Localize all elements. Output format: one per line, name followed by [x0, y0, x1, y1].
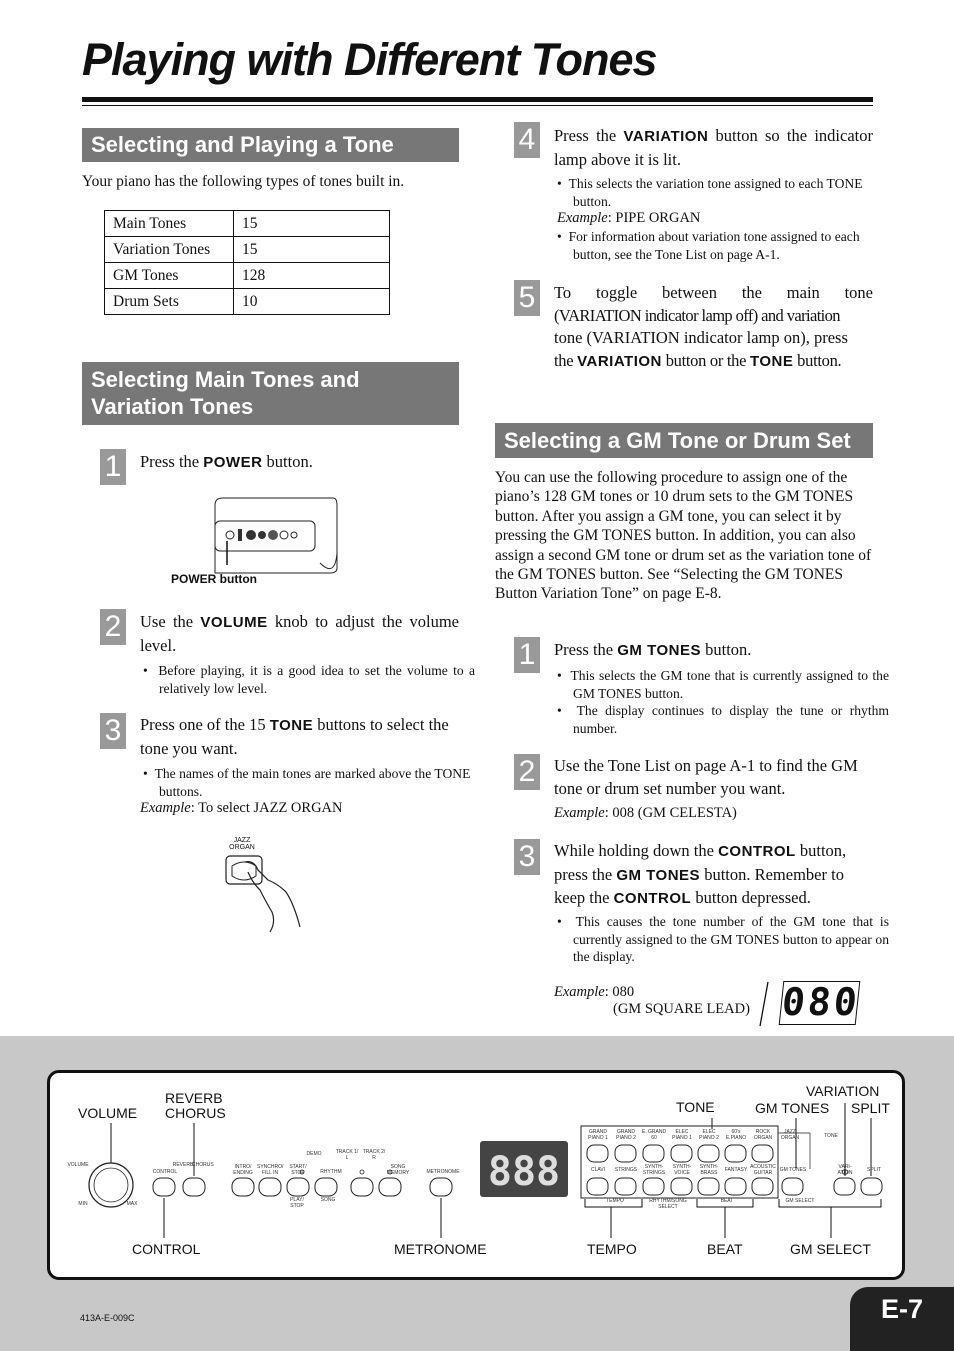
bullet-text: This selects the GM tone that is currently assigned to the GM TONES button.	[570, 668, 889, 701]
text-run: press the	[554, 864, 617, 884]
step-number: 1	[514, 637, 540, 673]
label-reverb: REVERB	[165, 1090, 223, 1106]
table-row	[105, 237, 390, 263]
text-line	[554, 840, 879, 864]
heading-line: Selecting Main Tones and	[91, 367, 360, 392]
step-text	[140, 714, 460, 760]
text-run: button or the	[661, 350, 750, 370]
tiny-max: MAX	[126, 1201, 138, 1207]
tone-types-table	[104, 210, 390, 315]
page-title: Playing with Different Tones	[82, 34, 657, 85]
tiny-gm-select: GM SELECT	[785, 1198, 815, 1204]
step-number: 4	[514, 122, 540, 158]
table-cell: Drum Sets	[105, 289, 234, 315]
tiny-metronome: METRONOME	[426, 1169, 460, 1175]
tiny-tone-label: GM TONES	[779, 1167, 807, 1173]
text-line: (VARIATION indicator lamp off) and variation	[554, 305, 840, 325]
key-name: VARIATION	[623, 128, 709, 145]
tiny-tone-label: JAZZ ORGAN	[780, 1129, 800, 1141]
example-label: Example	[140, 800, 191, 816]
example-label: Example	[554, 984, 605, 1000]
text-run: button so the indicator lamp above it is lit.	[554, 126, 873, 169]
example-line	[140, 800, 343, 817]
tone-button[interactable]	[698, 1145, 719, 1162]
tone-button[interactable]	[752, 1145, 773, 1162]
variation-button[interactable]	[834, 1178, 855, 1195]
label-beat: BEAT	[707, 1241, 743, 1257]
tiny-min: MIN	[78, 1201, 88, 1207]
label-line: JAZZ	[233, 837, 251, 844]
bullet-item: • This selects the GM tone that is currently assigned to the GM TONES button.	[557, 668, 889, 701]
tiny-track1: TRACK 1/ L	[335, 1149, 359, 1161]
tone-button[interactable]	[643, 1145, 664, 1162]
tiny-song: SONG	[320, 1197, 336, 1203]
step-number: 1	[100, 449, 126, 485]
bullet-text: This causes the tone number of the GM tone that is currently assigned to the GM TONES button to appear on the display.	[573, 914, 889, 964]
example-line	[554, 984, 634, 1001]
tiny-tone-label: SYNTH- VOICE	[672, 1164, 692, 1176]
intro-ending-button[interactable]	[232, 1178, 254, 1196]
tiny-reverb: REVERB	[172, 1162, 194, 1168]
step-number: 5	[514, 280, 540, 316]
bullet-text: The display continues to display the tune or rhythm number.	[573, 703, 889, 736]
bullet-item: • Before playing, it is a good idea to set the volume to a relatively low level.	[143, 663, 475, 696]
label-volume: VOLUME	[78, 1105, 138, 1121]
tone-button[interactable]	[698, 1178, 719, 1195]
bullet-item: • The names of the main tones are marked above the TONE buttons.	[143, 766, 471, 799]
table-cell: 128	[234, 263, 390, 289]
key-name: VOLUME	[200, 614, 268, 631]
text-run: the	[554, 350, 578, 370]
text-run: button. Remember to	[700, 864, 844, 884]
tone-button[interactable]	[587, 1145, 608, 1162]
tiny-song-memory: SONG MEMORY	[386, 1164, 410, 1176]
key-name: POWER	[203, 454, 263, 471]
key-name: GM TONES	[617, 642, 701, 659]
tiny-play-stop: PLAY/ STOP	[290, 1197, 304, 1209]
split-button[interactable]	[861, 1178, 882, 1195]
example-line	[554, 805, 737, 822]
step-text	[554, 639, 873, 663]
key-name: GM TONES	[616, 866, 701, 884]
tiny-control: CONTROL	[152, 1169, 178, 1175]
reverb-button[interactable]	[183, 1178, 205, 1196]
example-text: : PIPE ORGAN	[607, 210, 701, 226]
power-button-caption: POWER button	[171, 572, 257, 586]
table-cell: 10	[234, 289, 390, 315]
tiny-tone-label: E. GRAND 60	[641, 1129, 667, 1141]
tiny-tone-label: ACOUSTIC GUITAR	[750, 1164, 776, 1176]
tiny-tone-label: ELEC PIANO 1	[672, 1129, 692, 1141]
metronome-button[interactable]	[430, 1178, 452, 1196]
tiny-start-stop: START/ STOP	[289, 1164, 307, 1176]
page-number: E-7	[880, 1294, 924, 1324]
text-run: Use the	[140, 612, 201, 631]
table-cell: Variation Tones	[105, 237, 234, 263]
tiny-tone-label: ROCK ORGAN	[753, 1129, 773, 1141]
document-code: 413A-E-009C	[80, 1313, 135, 1323]
label-metronome: METRONOME	[394, 1241, 487, 1257]
tiny-intro-ending: INTRO/ ENDING	[233, 1164, 253, 1176]
step-number: 2	[100, 609, 126, 645]
tiny-tone-label: GRAND PIANO 1	[588, 1129, 608, 1141]
key-name: TONE	[269, 717, 314, 734]
tiny-synchro-fillin: SYNCHRO/ FILL IN	[257, 1164, 284, 1176]
text-run: keep the	[554, 888, 614, 907]
step-number: 3	[514, 839, 540, 875]
tiny-chorus: CHORUS	[192, 1162, 214, 1168]
example-line-2: (GM SQUARE LEAD)	[613, 1001, 750, 1017]
text-run: knob to adjust the volume level.	[140, 612, 459, 655]
bullet-item: • This causes the tone number of the GM tone that is currently assigned to the GM TONES button to appear on the display.	[557, 914, 889, 964]
label-split: SPLIT	[851, 1100, 890, 1116]
track2-button[interactable]	[379, 1178, 401, 1196]
title-rule	[82, 97, 873, 102]
tone-button[interactable]	[587, 1178, 608, 1195]
synchro-fillin-button[interactable]	[259, 1178, 281, 1196]
bullet-item: • For information about variation tone assigned to each button, see the Tone List on page A-1.	[557, 229, 860, 262]
rhythm-button[interactable]	[315, 1178, 337, 1196]
tiny-rhythm: RHYTHM	[320, 1169, 342, 1175]
table-row	[105, 211, 390, 237]
label-gm-select: GM SELECT	[790, 1241, 871, 1257]
label-gm-tones: GM TONES	[755, 1100, 830, 1116]
control-button[interactable]	[153, 1178, 175, 1196]
label-variation: VARIATION	[806, 1083, 880, 1099]
key-name: CONTROL	[613, 890, 692, 907]
text-run: button.	[793, 350, 842, 370]
text-run: buttons to select the tone you want.	[140, 715, 449, 758]
step-text	[140, 451, 460, 475]
title-rule-thin	[82, 105, 873, 106]
text-line: tone (VARIATION indicator lamp on), press	[554, 328, 848, 347]
section-heading-gm-tone: Selecting a GM Tone or Drum Set	[495, 423, 873, 458]
jazz-organ-label	[222, 837, 262, 851]
tiny-tempo: TEMPO	[606, 1198, 624, 1204]
section-heading-main-variation	[82, 362, 459, 425]
step-text	[554, 125, 873, 171]
table-row	[105, 263, 390, 289]
tiny-rhythm-song-select: RHYTHM/SONG SELECT	[649, 1198, 687, 1210]
text-line	[554, 864, 879, 888]
tone-button[interactable]	[671, 1178, 692, 1195]
bullet-text: For information about variation tone assigned to each button, see the Tone List on page A-1.	[568, 229, 860, 262]
tone-button[interactable]	[725, 1145, 746, 1162]
tiny-track2: TRACK 2/ R	[362, 1149, 386, 1161]
section-heading-selecting-tone: Selecting and Playing a Tone	[82, 128, 459, 162]
tiny-tone-label: GRAND PIANO 2	[616, 1129, 636, 1141]
tiny-beat: BEAT	[720, 1198, 734, 1204]
table-cell: 15	[234, 237, 390, 263]
bullet-text: This selects the variation tone assigned to each TONE button.	[568, 176, 863, 209]
step-number: 2	[514, 754, 540, 790]
bullet-item: • This selects the variation tone assigned to each TONE button.	[557, 176, 863, 209]
text-line	[554, 350, 873, 374]
text-run: button depressed.	[691, 888, 811, 907]
divider-slash	[758, 980, 770, 1028]
power-button-illustration	[205, 493, 340, 578]
tiny-tone-label: STRINGS	[614, 1167, 638, 1173]
example-text: : 080	[604, 984, 635, 1000]
tiny-tone-label: SYNTH- BRASS	[699, 1164, 719, 1176]
text-run: Press the	[554, 640, 618, 659]
text-run: Press the	[140, 452, 204, 471]
gm-intro-text: You can use the following procedure to assign one of the piano’s 128 GM tones or 10 drum sets to the GM TONES button. After you assign a GM tone, you can select it by pressing the GM TONES button. In addition, you can also assign a second GM tone or drum set as the variation tone of the GM TONES button. See “Selecting the GM TONES Button Variation Tone” on page E-8.	[495, 469, 872, 603]
step-text	[554, 282, 873, 373]
text-run: Press one of the 15	[140, 715, 270, 734]
key-name: CONTROL	[718, 843, 796, 860]
table-cell: GM Tones	[105, 263, 234, 289]
text-line	[554, 887, 879, 911]
text-run: button,	[795, 841, 847, 860]
bullet-item: • The display continues to display the tune or rhythm number.	[557, 703, 889, 736]
tiny-tone-label: ELEC PIANO 2	[699, 1129, 719, 1141]
text-run: While holding down the	[554, 841, 719, 860]
tiny-tone: TONE	[824, 1133, 838, 1139]
text-run: button.	[700, 640, 752, 659]
step-text: Use the Tone List on page A-1 to find the GM tone or drum set number you want.	[554, 756, 858, 798]
text-run: button.	[262, 452, 313, 471]
tiny-tone-label: FANTASY	[724, 1167, 748, 1173]
label-control: CONTROL	[132, 1241, 201, 1257]
label-tempo: TEMPO	[587, 1241, 637, 1257]
example-line	[557, 210, 700, 227]
label-tone: TONE	[676, 1099, 715, 1115]
tiny-demo: DEMO	[306, 1151, 322, 1157]
tiny-tone-label: CLAVI	[590, 1167, 606, 1173]
lcd-display-example: 080	[779, 980, 863, 1024]
panel-display-digits: 888	[487, 1149, 561, 1195]
step-text	[140, 611, 459, 657]
label-chorus: CHORUS	[165, 1105, 226, 1121]
tone-button[interactable]	[615, 1178, 636, 1195]
tiny-variation: VARI- ATION	[837, 1164, 853, 1176]
example-label: Example	[554, 805, 605, 821]
label-line: ORGAN	[229, 844, 255, 851]
table-cell: Main Tones	[105, 211, 234, 237]
tiny-tone-label: 60's E.PIANO	[725, 1129, 747, 1141]
tone-button[interactable]	[725, 1178, 746, 1195]
tone-button[interactable]	[615, 1145, 636, 1162]
key-name: TONE	[749, 352, 794, 370]
text-run: Press the	[554, 126, 624, 145]
tone-button[interactable]	[671, 1145, 692, 1162]
tone-button[interactable]	[752, 1178, 773, 1195]
bullet-text: Before playing, it is a good idea to set the volume to a relatively low level.	[158, 663, 475, 696]
text-line: To toggle between the main tone	[554, 283, 873, 302]
intro-text: Your piano has the following types of tones built in.	[82, 173, 405, 190]
start-stop-button[interactable]	[287, 1178, 309, 1196]
example-label: Example	[557, 210, 608, 226]
tiny-tone-label: SYNTH- STRINGS	[642, 1164, 666, 1176]
track1-button[interactable]	[351, 1178, 373, 1196]
gm-tones-button[interactable]	[782, 1178, 803, 1195]
example-text: : 008 (GM CELESTA)	[604, 805, 737, 821]
tiny-volume: VOLUME	[67, 1162, 89, 1168]
heading-line: Variation Tones	[91, 394, 254, 419]
hand-pressing-tone-button	[220, 852, 320, 937]
example-text: : To select JAZZ ORGAN	[190, 800, 343, 816]
table-row	[105, 289, 390, 315]
step-number: 3	[100, 713, 126, 749]
tone-button[interactable]	[643, 1178, 664, 1195]
table-cell: 15	[234, 211, 390, 237]
step-text	[554, 840, 879, 911]
key-name: VARIATION	[577, 352, 662, 370]
tiny-split: SPLIT	[867, 1167, 881, 1173]
bullet-text: The names of the main tones are marked above the TONE buttons.	[154, 766, 471, 799]
